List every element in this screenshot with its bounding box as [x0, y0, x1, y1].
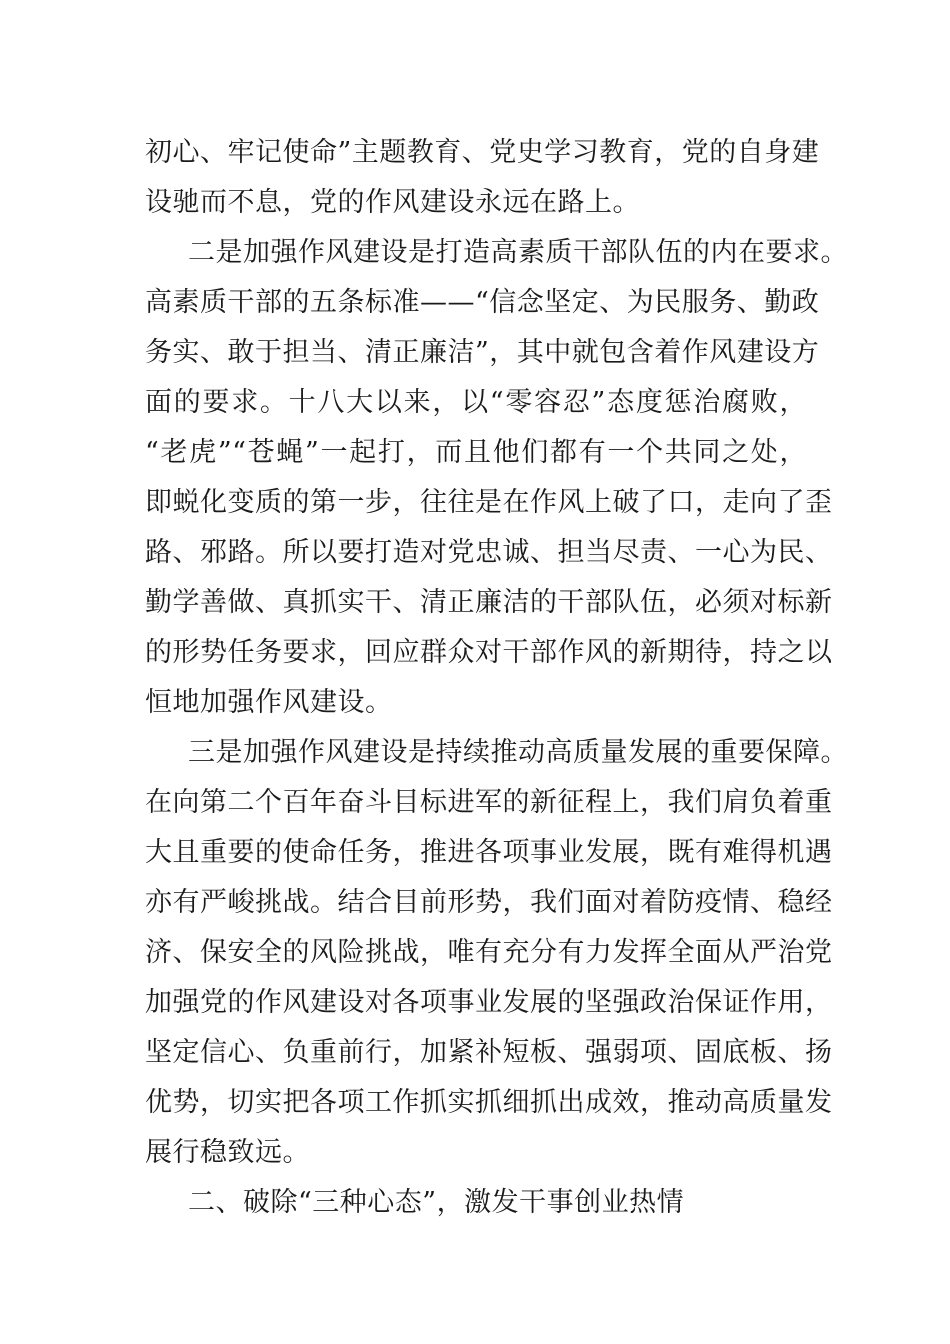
text-line-6: 面的要求。十八大以来，以“零容忍”态度惩治腐败， — [145, 387, 807, 418]
text-line-1: 初心、牢记使命”主题教育、党史学习教育，党的自身建 — [145, 137, 820, 168]
text-line-16: 亦有严峻挑战。结合目前形势，我们面对着防疫情、稳经 — [145, 887, 833, 918]
text-line-19: 坚定信心、负重前行，加紧补短板、强弱项、固底板、扬 — [145, 1037, 833, 1068]
text-line-11: 的形势任务要求，回应群众对干部作风的新期待，持之以 — [145, 637, 833, 668]
text-line-14: 在向第二个百年奋斗目标进军的新征程上，我们肩负着重 — [145, 787, 833, 818]
text-line-20: 优势，切实把各项工作抓实抓细抓出成效，推动高质量发 — [145, 1087, 833, 1118]
text-line-10: 勤学善做、真抓实干、清正廉洁的干部队伍，必须对标新 — [145, 587, 833, 618]
text-line-12: 恒地加强作风建设。 — [145, 687, 393, 718]
text-line-2: 设驰而不息，党的作风建设永远在路上。 — [145, 187, 640, 218]
text-line-8: 即蜕化变质的第一步，往往是在作风上破了口，走向了歪 — [145, 487, 833, 518]
text-line-18: 加强党的作风建设对各项事业发展的坚强政治保证作用， — [145, 987, 833, 1018]
text-line-5: 务实、敢于担当、清正廉洁”，其中就包含着作风建设方 — [145, 337, 820, 368]
text-line-9: 路、邪路。所以要打造对党忠诚、担当尽责、一心为民、 — [145, 537, 833, 568]
text-line-21: 展行稳致远。 — [145, 1137, 310, 1168]
text-line-4: 高素质干部的五条标准——“信念坚定、为民服务、勤政 — [145, 287, 820, 318]
text-line-7: “老虎”“苍蝇”一起打，而且他们都有一个共同之处， — [145, 437, 807, 468]
paragraph-heading-2: 二是加强作风建设是打造高素质干部队伍的内在要求。 — [188, 237, 848, 268]
text-line-17: 济、保安全的风险挑战，唯有充分有力发挥全面从严治党 — [145, 937, 833, 968]
text-line-15: 大且重要的使命任务，推进各项事业发展，既有难得机遇 — [145, 837, 833, 868]
paragraph-heading-3: 三是加强作风建设是持续推动高质量发展的重要保障。 — [188, 737, 848, 768]
section-heading: 二、破除“三种心态”，激发干事创业热情 — [188, 1187, 685, 1218]
